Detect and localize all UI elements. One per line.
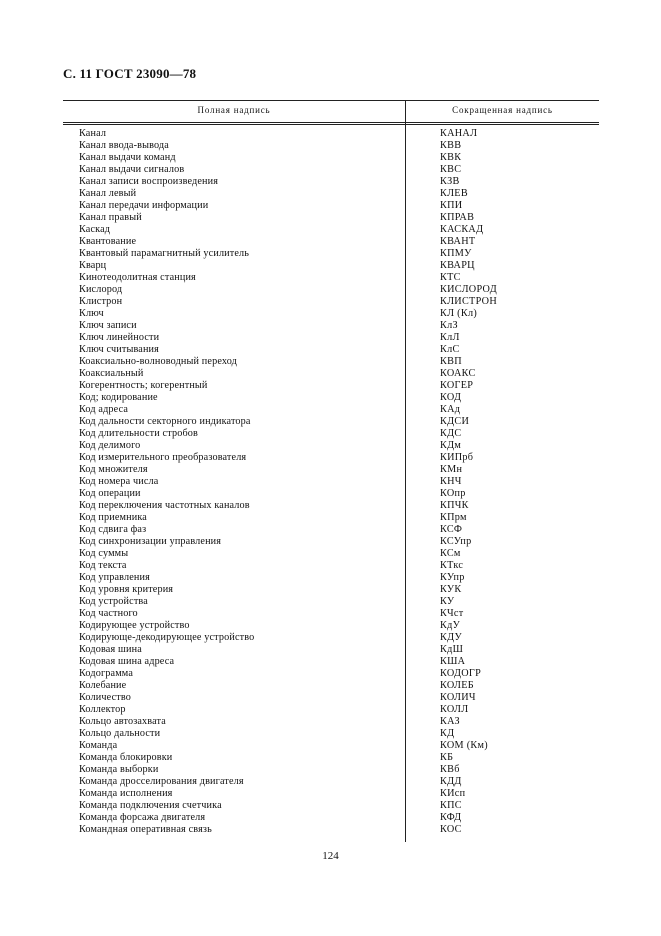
full-name-cell: Кодирующе-декодирующее устройство [79,632,255,643]
abbreviation-cell: КЧст [440,608,464,619]
table-row [63,140,599,152]
abbreviation-cell: КПЧК [440,500,469,511]
abbreviation-cell: КОД [440,392,462,403]
table-row [63,716,599,728]
table-row [63,668,599,680]
table-row [63,284,599,296]
abbreviation-cell: КША [440,656,466,667]
abbreviation-cell: КВб [440,764,460,775]
abbreviation-cell: КСм [440,548,461,559]
full-name-cell: Код уровня критерия [79,584,174,595]
table-row [63,548,599,560]
full-name-cell: Код синхронизации управления [79,536,222,547]
abbreviation-cell: КУК [440,584,462,595]
full-name-cell: Канал выдачи команд [79,152,176,163]
table-row [63,152,599,164]
abbreviation-cell: КлС [440,344,460,355]
abbreviation-cell: КОГЕР [440,380,474,391]
full-name-cell: Ключ считывания [79,344,159,355]
full-name-cell: Код переключения частотных каналов [79,500,250,511]
table-row [63,416,599,428]
full-name-cell: Код измерительного преобразователя [79,452,247,463]
table-row [63,164,599,176]
full-name-cell: Ключ записи [79,320,137,331]
full-name-cell: Канал левый [79,188,137,199]
full-name-cell: Канал ввода-вывода [79,140,169,151]
abbreviation-cell: КСФ [440,524,463,535]
full-name-cell: Команда блокировки [79,752,173,763]
full-name-cell: Команда подключения счетчика [79,800,222,811]
abbreviation-cell: КПРАВ [440,212,475,223]
table-row [63,236,599,248]
table-row [63,404,599,416]
table-row [63,224,599,236]
abbreviation-cell: КОпр [440,488,466,499]
full-name-cell: Команда дросселирования двигателя [79,776,244,787]
table-row [63,596,599,608]
table-row [63,632,599,644]
table-row [63,764,599,776]
full-name-cell: Команда [79,740,118,751]
abbreviation-cell: КЛЕВ [440,188,468,199]
table-row [63,212,599,224]
full-name-cell: Код сдвига фаз [79,524,147,535]
abbreviation-cell: КАСКАД [440,224,484,235]
table-row [63,740,599,752]
full-name-cell: Канал записи воспроизведения [79,176,219,187]
abbreviation-cell: КПС [440,800,462,811]
abbreviation-cell: КБ [440,752,454,763]
abbreviation-cell: КАд [440,404,461,415]
abbreviation-cell: КУ [440,596,455,607]
column-header-full: Полная надпись [197,105,271,115]
abbreviation-cell: КДСИ [440,416,470,427]
full-name-cell: Квантовый парамагнитный усилитель [79,248,250,259]
full-name-cell: Код суммы [79,548,129,559]
full-name-cell: Ключ [79,308,104,319]
full-name-cell: Код приемника [79,512,147,523]
full-name-cell: Код множителя [79,464,148,475]
abbreviation-cell: КОЛЛ [440,704,469,715]
table-row [63,380,599,392]
abbreviation-cell: КВАНТ [440,236,476,247]
table-row [63,572,599,584]
abbreviation-cell: КАЗ [440,716,460,727]
page-number: 124 [322,850,339,862]
header-bottom-rule [63,122,599,123]
abbreviation-cell: КФД [440,812,462,823]
table-row [63,296,599,308]
table-body [63,128,599,836]
table-row [63,692,599,704]
table-row [63,392,599,404]
table-row [63,476,599,488]
full-name-cell: Код частного [79,608,138,619]
full-name-cell: Кинотеодолитная станция [79,272,196,283]
table-row [63,752,599,764]
table-row [63,260,599,272]
abbreviation-cell: КлЛ [440,332,460,343]
table-row [63,428,599,440]
abbreviation-cell: КТкс [440,560,464,571]
full-name-cell: Код; кодирование [79,392,158,403]
full-name-cell: Кислород [79,284,123,295]
table-row [63,344,599,356]
full-name-cell: Канал выдачи сигналов [79,164,185,175]
abbreviation-cell: КИПрб [440,452,474,463]
table-row [63,488,599,500]
full-name-cell: Код операции [79,488,141,499]
abbreviation-cell: КВВ [440,140,462,151]
abbreviation-cell: КВП [440,356,462,367]
table-row [63,656,599,668]
table-row [63,128,599,140]
table-row [63,776,599,788]
full-name-cell: Код управления [79,572,150,583]
table-row [63,308,599,320]
column-header-abbreviation: Сокращенная надпись [452,105,553,115]
full-name-cell: Код дальности секторного индикатора [79,416,251,427]
full-name-cell: Коллектор [79,704,126,715]
table-row [63,824,599,836]
table-row [63,356,599,368]
table-row [63,332,599,344]
full-name-cell: Клистрон [79,296,123,307]
full-name-cell: Канал [79,128,107,139]
table-row [63,176,599,188]
abbreviation-cell: КлЗ [440,320,458,331]
abbreviation-cell: КНЧ [440,476,462,487]
abbreviation-cell: КПрм [440,512,467,523]
full-name-cell: Код номера числа [79,476,159,487]
abbreviation-cell: КД [440,728,455,739]
abbreviation-cell: КдШ [440,644,464,655]
table-row [63,704,599,716]
full-name-cell: Коаксиально-волноводный переход [79,356,237,367]
table-row [63,464,599,476]
full-name-cell: Колебание [79,680,127,691]
full-name-cell: Кодовая шина адреса [79,656,175,667]
abbreviation-cell: КОАКС [440,368,476,379]
table-row [63,788,599,800]
abbreviation-cell: КУпр [440,572,465,583]
table-top-rule [63,100,599,101]
abbreviation-cell: КДД [440,776,462,787]
table-row [63,620,599,632]
full-name-cell: Канал передачи информации [79,200,209,211]
full-name-cell: Код устройства [79,596,148,607]
page-header: С. 11 ГОСТ 23090—78 [63,66,197,81]
full-name-cell: Кольцо дальности [79,728,161,739]
full-name-cell: Командная оперативная связь [79,824,212,835]
full-name-cell: Кварц [79,260,107,271]
header-bottom-rule-double [63,124,599,125]
abbreviation-cell: КИсп [440,788,466,799]
abbreviation-cell: КЛИСТРОН [440,296,497,307]
table-row [63,680,599,692]
table-row [63,452,599,464]
table-row [63,248,599,260]
table-row [63,200,599,212]
full-name-cell: Количество [79,692,131,703]
table-row [63,560,599,572]
full-name-cell: Кодограмма [79,668,134,679]
table-row [63,320,599,332]
table-row [63,608,599,620]
abbreviation-cell: КАНАЛ [440,128,478,139]
table-row [63,644,599,656]
abbreviation-cell: КОЛЕБ [440,680,474,691]
full-name-cell: Коаксиальный [79,368,144,379]
abbreviation-cell: КПИ [440,200,463,211]
full-name-cell: Квантование [79,236,137,247]
abbreviation-cell: КОС [440,824,462,835]
full-name-cell: Кольцо автозахвата [79,716,166,727]
abbreviation-cell: КдУ [440,620,461,631]
abbreviation-cell: КМн [440,464,463,475]
table-row [63,500,599,512]
abbreviation-cell: КВС [440,164,462,175]
abbreviation-cell: КОЛИЧ [440,692,476,703]
abbreviation-cell: КПМУ [440,248,472,259]
abbreviation-cell: КВК [440,152,462,163]
full-name-cell: Код делимого [79,440,141,451]
table-row [63,512,599,524]
full-name-cell: Ключ линейности [79,332,160,343]
abbreviation-cell: КИСЛОРОД [440,284,497,295]
abbreviation-cell: КОДОГР [440,668,482,679]
abbreviation-cell: КДС [440,428,462,439]
full-name-cell: Команда исполнения [79,788,173,799]
full-name-cell: Код текста [79,560,127,571]
abbreviation-cell: КДм [440,440,462,451]
full-name-cell: Код адреса [79,404,129,415]
table-row [63,536,599,548]
abbreviation-cell: КВАРЦ [440,260,475,271]
table-row [63,272,599,284]
full-name-cell: Команда форсажа двигателя [79,812,206,823]
table-row [63,584,599,596]
full-name-cell: Команда выборки [79,764,159,775]
abbreviation-cell: КСУпр [440,536,472,547]
abbreviation-cell: КОМ (Км) [440,740,488,751]
table-row [63,188,599,200]
full-name-cell: Кодирующее устройство [79,620,190,631]
table-row [63,728,599,740]
full-name-cell: Каскад [79,224,111,235]
abbreviation-cell: КДУ [440,632,462,643]
table-row [63,524,599,536]
table-row [63,440,599,452]
full-name-cell: Код длительности стробов [79,428,198,439]
abbreviation-cell: КЗВ [440,176,460,187]
full-name-cell: Кодовая шина [79,644,142,655]
abbreviation-cell: КТС [440,272,461,283]
table-row [63,368,599,380]
abbreviation-cell: КЛ (Кл) [440,308,478,319]
table-row [63,800,599,812]
full-name-cell: Канал правый [79,212,142,223]
table-row [63,812,599,824]
full-name-cell: Когерентность; когерентный [79,380,208,391]
